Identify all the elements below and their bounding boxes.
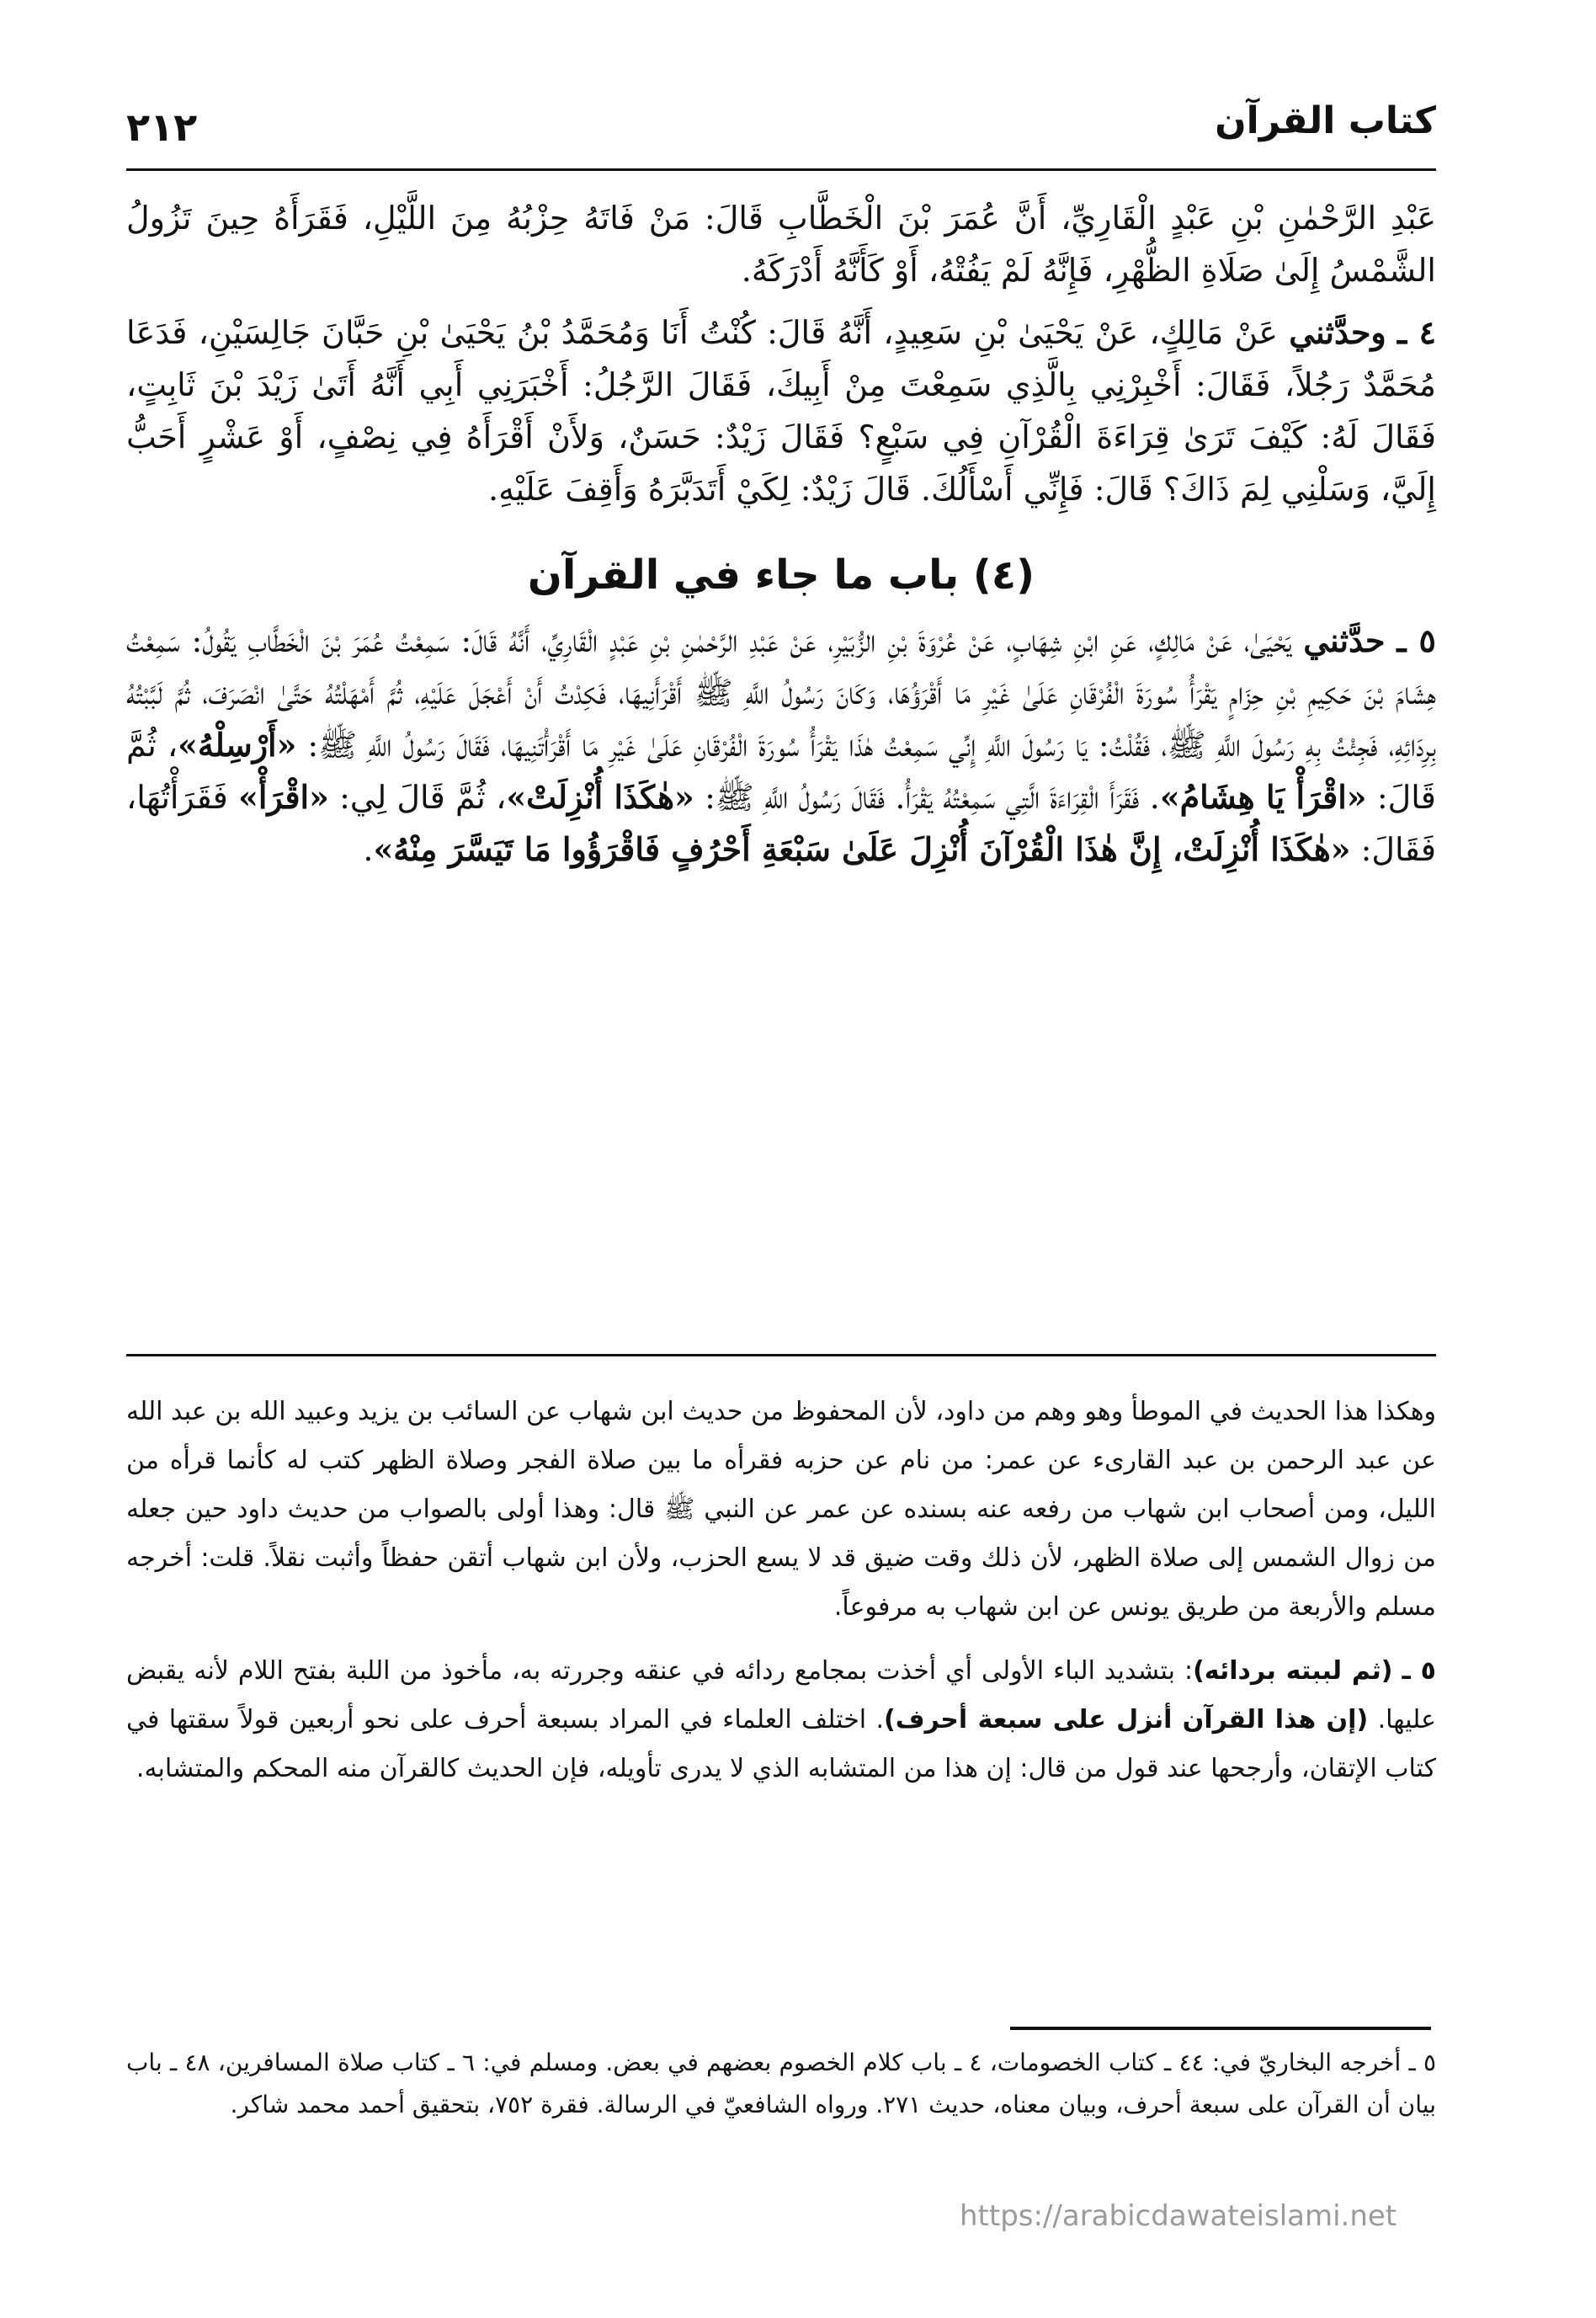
separator-line [126, 1354, 1436, 1356]
commentary [126, 1388, 1436, 1809]
commentary-term-1: (ثم لببته بردائه) [1193, 1656, 1393, 1686]
commentary-note-2-number: ٥ ـ [1402, 1656, 1436, 1686]
commentary-note-2-text-a: : بتشديد الباء الأولى أي أخذت بمجامع ردائه في عنقه وجررته به، مأخوذ من اللبة بفتح اللام لأنه يقبض عليها. [126, 1656, 1436, 1735]
watermark-url: https://arabicdawateislami.net [960, 2199, 1397, 2233]
hadith-5-text-a: يَحْيَىٰ، عَنْ مَالِكٍ، عَنِ ابْنِ شِهَابٍ، عَنْ عُرْوَةَ بْنِ الزُّبَيْرِ، عَنْ عَبْدِ الرَّحْمٰنِ بْنِ عَبْدٍ الْقَارِيِّ، أَنَّهُ قَالَ: سَمِعْتُ عُمَرَ بْنَ الْخَطَّابِ يَقُولُ: سَمِعْتُ هِشَامَ بْنَ حَكِيمِ بْنِ حِزَامٍ يَقْرَأُ سُورَةَ الْفُرْقَانِ عَلَىٰ غَيْرِ مَا أَقْرَؤُهَا، وَكَانَ رَسُولُ اللَّهِ ﷺ أَقْرَأَنِيهَا، فَكِدْتُ أَنْ أَعْجَلَ عَلَيْهِ، ثُمَّ أَمْهَلْتُهُ حَتَّىٰ انْصَرَفَ، ثُمَّ لَبَّبْتُهُ بِرِدَائِهِ، فَجِئْتُ بِهِ رَسُولَ اللَّهِ ﷺ، فَقُلْتُ: يَا رَسُولَ اللَّهِ إِنِّي سَمِعْتُ هٰذَا يَقْرَأُ سُورَةَ الْفُرْقَانِ عَلَىٰ غَيْرِ مَا أَقْرَأْتَنِيهَا، فَقَالَ رَسُولُ اللَّهِ ﷺ: [126, 622, 1436, 764]
hadith-5-quote-3: «هٰكَذَا أُنْزِلَتْ» [506, 778, 694, 816]
hadith-5-quote-1: «أَرْسِلْهُ» [178, 726, 297, 764]
hadith-3-text: عَبْدِ الرَّحْمٰنِ بْنِ عَبْدٍ الْقَارِيِّ، أَنَّ عُمَرَ بْنَ الْخَطَّابِ قَالَ: مَنْ فَاتَهُ حِزْبُهُ مِنَ اللَّيْلِ، فَقَرَأَهُ حِينَ تَزُولُ الشَّمْسُ إِلَىٰ صَلَاةِ الظُّهْرِ، فَإِنَّهُ لَمْ يَفُتْهُ، أَوْ كَأَنَّهُ أَدْرَكَهُ. [126, 200, 1436, 289]
book-title: كتاب القرآن [1215, 99, 1436, 142]
hadith-4-text: عَنْ مَالِكٍ، عَنْ يَحْيَىٰ بْنِ سَعِيدٍ، أَنَّهُ قَالَ: كُنْتُ أَنَا وَمُحَمَّدُ بْنُ يَحْيَىٰ بْنِ حَبَّانَ جَالِسَيْنِ، فَدَعَا مُحَمَّدٌ رَجُلاً، فَقَالَ: أَخْبِرْنِي بِالَّذِي سَمِعْتَ مِنْ أَبِيكَ، فَقَالَ الرَّجُلُ: أَخْبَرَنِي أَبِي أَنَّهُ أَتَىٰ زَيْدَ بْنَ ثَابِتٍ، فَقَالَ لَهُ: كَيْفَ تَرَىٰ قِرَاءَةَ الْقُرْآنِ فِي سَبْعٍ؟ فَقَالَ زَيْدٌ: حَسَنٌ، وَلأَنْ أَقْرَأَهُ فِي نِصْفٍ، أَوْ عَشْرٍ أَحَبُّ إِلَيَّ، وَسَلْنِي لِمَ ذَاكَ؟ قَالَ: فَإِنِّي أَسْأَلُكَ. قَالَ زَيْدٌ: لِكَيْ أَتَدَبَّرَهُ وَأَقِفَ عَلَيْهِ. [126, 314, 1436, 508]
hadith-5-text-d: ، ثُمَّ قَالَ لِي: [339, 779, 507, 816]
hadith-5-quote-5: «هٰكَذَا أُنْزِلَتْ، إِنَّ هٰذَا الْقُرْآنَ أُنْزِلَ عَلَىٰ سَبْعَةِ أَحْرُفٍ فَاقْرَؤُوا مَا تَيَسَّرَ مِنْهُ» [373, 830, 1351, 868]
page-number: ٢١٢ [126, 104, 198, 150]
commentary-term-2: (إن هذا القرآن أنزل على سبعة أحرف) [884, 1705, 1369, 1735]
hadith-5-text-e: فَقَرَأْتُهَا، فَقَالَ: [126, 779, 1436, 868]
commentary-note-2 [126, 1647, 1436, 1793]
hadith-4-lead: وحدَّثني [1289, 313, 1386, 351]
hadith-5-quote-4: «اقْرَأْ» [238, 778, 329, 816]
footnote: ٥ ـ أخرجه البخاريّ في: ٤٤ ـ كتاب الخصومات، ٤ ـ باب كلام الخصوم بعضهم في بعض. ومسلم في: ٦ ـ كتاب صلاة المسافرين، ٤٨ ـ باب بيان أن القرآن على سبعة أحرف، وبيان معناه، حديث ٢٧١. ورواه الشافعيّ في الرسالة. فقرة ٧٥٢، بتحقيق أحمد محمد شاكر. [126, 2049, 1437, 2118]
footnote-separator [1010, 2027, 1431, 2030]
hadith-5-text-c: . فَقَرَأَ الْقِرَاءَةَ الَّتِي سَمِعْتُهُ يَقْرَأُ. فَقَالَ رَسُولُ اللَّهِ ﷺ: [705, 779, 1160, 816]
hadith-continuation [126, 192, 1436, 296]
hadith-5-text-f: . [363, 831, 374, 868]
main-text [126, 192, 1436, 886]
hadith-5-text-b: ، ثُمَّ قَالَ: [126, 727, 1436, 816]
hadith-4 [126, 306, 1436, 515]
hadith-5-number: ٥ ـ [1396, 621, 1436, 659]
hadith-5-lead: حدَّثني [1303, 621, 1386, 659]
hadith-5-quote-2: «اقْرَأْ يَا هِشَامُ» [1159, 778, 1367, 816]
commentary-note-1: وهكذا هذا الحديث في الموطأ وهو وهم من داود، لأن المحفوظ من حديث ابن شهاب عن السائب بن يزيد وعبيد الله بن عبد الله عن عبد الرحمن بن عبد القارىء عن عمر: من نام عن حزبه فقرأه ما بين صلاة الفجر وصلاة الظهر كتب له كأنما قرأه من الليل، ومن أصحاب ابن شهاب من رفعه عنه بسنده عن عمر عن النبي ﷺ قال: وهذا أولى بالصواب من حديث داود حين جعله من زوال الشمس إلى صلاة الظهر، لأن ذلك وقت ضيق قد لا يسع الحزب، ولأن ابن شهاب أتقن حفظاً وأثبت نقلاً. قلت: أخرجه مسلم والأربعة من طريق يونس عن ابن شهاب به مرفوعاً. [126, 1397, 1436, 1622]
chapter-title: (٤) باب ما جاء في القرآن [527, 552, 1035, 599]
commentary-note-2-text-b: . اختلف العلماء في المراد بسبعة أحرف على نحو أربعين قولاً سقتها في كتاب الإتقان، وأرجحها عند قول من قال: إن هذا من المتشابه الذي لا يدرى تأويله، فإن الحديث كالقرآن منه المحكم والمتشابه. [126, 1705, 1436, 1783]
hadith-4-number: ٤ ـ [1397, 313, 1436, 351]
hadith-5 [126, 615, 1436, 876]
page-header [126, 93, 1436, 171]
